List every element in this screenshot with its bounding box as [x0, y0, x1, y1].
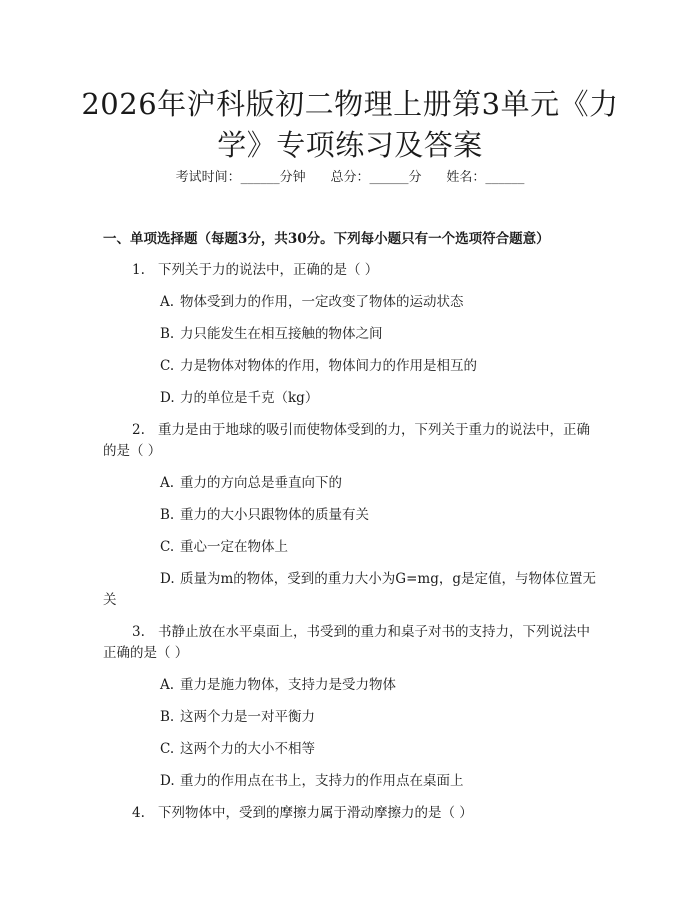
option-3b — [160, 707, 315, 727]
option-1c — [160, 356, 477, 376]
question-2-continued: 的是（ ） — [103, 443, 162, 459]
option-label: A. — [160, 475, 175, 491]
option-2c — [160, 537, 288, 557]
option-1d — [160, 388, 318, 408]
exam-meta-line — [0, 168, 700, 188]
option-2a — [160, 473, 342, 493]
option-text: 力只能发生在相互接触的物体之间 — [180, 326, 383, 342]
score-label: 总分： — [330, 170, 370, 185]
option-label: C. — [160, 539, 175, 555]
option-3c — [160, 739, 315, 759]
name-label: 姓名： — [446, 170, 486, 185]
question-3 — [132, 622, 590, 642]
section-heading: 一、单项选择题（每题3分，共30分。下列每小题只有一个选项符合题意） — [103, 231, 550, 247]
option-text: 力是物体对物体的作用，物体间力的作用是相互的 — [180, 358, 477, 374]
question-number: 4. — [132, 805, 145, 821]
option-label: D. — [160, 773, 175, 789]
name-blank: ______ — [485, 170, 525, 185]
option-label: B. — [160, 709, 175, 725]
option-3a — [160, 675, 396, 695]
option-label: B. — [160, 326, 175, 342]
option-label: D. — [160, 390, 175, 406]
option-text: 重力的大小只跟物体的质量有关 — [180, 507, 369, 523]
question-2 — [132, 420, 590, 440]
option-text: 质量为m的物体，受到的重力大小为G=mg，g是定值，与物体位置无 — [180, 571, 596, 587]
option-text: 重力的方向总是垂直向下的 — [180, 475, 342, 491]
question-4 — [132, 803, 473, 823]
document-title-line-1: 2026年沪科版初二物理上册第3单元《力 — [81, 87, 619, 121]
question-text: 下列关于力的说法中，正确的是（ ） — [158, 262, 379, 278]
time-blank: ______ — [240, 170, 280, 185]
time-unit: 分钟 — [279, 170, 306, 185]
option-label: A. — [160, 677, 175, 693]
option-label: C. — [160, 741, 175, 757]
option-3d — [160, 771, 464, 791]
question-text: 重力是由于地球的吸引而使物体受到的力，下列关于重力的说法中，正确 — [158, 422, 590, 438]
question-number: 1. — [132, 262, 145, 278]
option-text: 力的单位是千克（kg） — [180, 390, 319, 406]
option-label: B. — [160, 507, 175, 523]
option-text: 这两个力的大小不相等 — [180, 741, 315, 757]
score-unit: 分 — [408, 170, 422, 185]
document-title-line-2: 学》专项练习及答案 — [217, 128, 483, 162]
option-1a — [160, 292, 464, 312]
option-text: 物体受到力的作用，一定改变了物体的运动状态 — [180, 294, 464, 310]
question-number: 2. — [132, 422, 145, 438]
score-blank: ______ — [369, 170, 409, 185]
option-2d-continued: 关 — [103, 592, 117, 608]
option-text: 重心一定在物体上 — [180, 539, 288, 555]
option-label: D. — [160, 571, 175, 587]
question-number: 3. — [132, 624, 145, 640]
option-2d — [160, 569, 596, 589]
option-1b — [160, 324, 383, 344]
option-label: A. — [160, 294, 175, 310]
question-1 — [132, 260, 378, 280]
question-3-continued: 正确的是（ ） — [103, 645, 189, 661]
option-text: 重力的作用点在书上，支持力的作用点在桌面上 — [180, 773, 464, 789]
question-text: 书静止放在水平桌面上，书受到的重力和桌子对书的支持力，下列说法中 — [158, 624, 590, 640]
option-2b — [160, 505, 369, 525]
option-label: C. — [160, 358, 175, 374]
option-text: 这两个力是一对平衡力 — [180, 709, 315, 725]
option-text: 重力是施力物体，支持力是受力物体 — [180, 677, 396, 693]
question-text: 下列物体中，受到的摩擦力属于滑动摩擦力的是（ ） — [158, 805, 473, 821]
time-label: 考试时间： — [175, 170, 241, 185]
